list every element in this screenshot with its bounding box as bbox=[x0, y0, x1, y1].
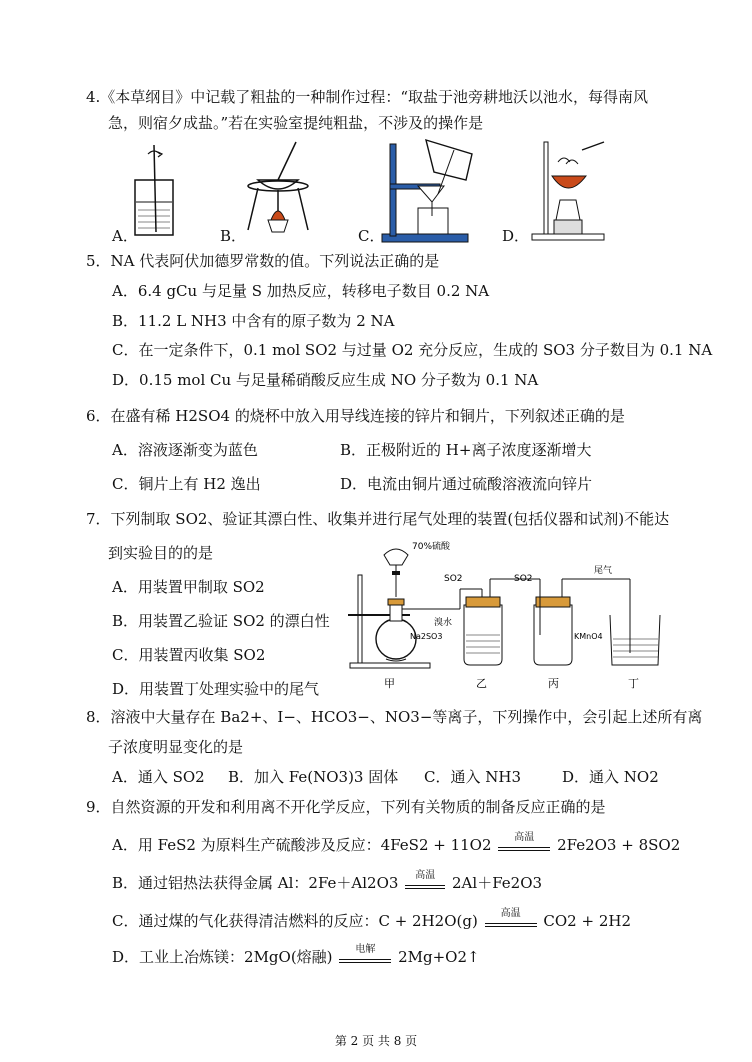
q7-tail-label: 尾气 bbox=[594, 566, 613, 576]
q7-option-c: C．用装置丙收集 SO2 bbox=[112, 646, 266, 664]
q4-figure-d-distillation bbox=[530, 140, 610, 242]
q9-option-a-prefix: A．用 FeS2 为原料生产硫酸涉及反应：4FeS2 + 11O2 bbox=[112, 836, 492, 854]
q7-na2so3-label: Na2SO3 bbox=[410, 632, 443, 641]
q7-bromine-label: 溴水 bbox=[434, 618, 453, 628]
q9-option-b-condition: 高温 bbox=[415, 870, 436, 881]
q9-option-d-condition: 电解 bbox=[355, 944, 376, 955]
q4-label-b: B． bbox=[220, 227, 247, 245]
q9-option-a bbox=[112, 832, 681, 856]
q7-option-d: D．用装置丁处理实验中的尾气 bbox=[112, 680, 320, 698]
q7-device-ding: 丁 bbox=[628, 677, 639, 690]
q9-option-a-condition: 高温 bbox=[514, 832, 535, 843]
q7-apparatus-figure bbox=[340, 535, 680, 695]
q9-option-c-suffix: CO2 + 2H2 bbox=[543, 912, 631, 930]
q4-stem-line1: 4.《本草纲目》中记载了粗盐的一种制作过程：“取盐于池旁耕地沃以池水，每得南风 bbox=[86, 88, 648, 106]
q4-stem-line2: 急，则宿夕成盐。”若在实验室提纯粗盐，不涉及的操作是 bbox=[108, 114, 484, 132]
q6-option-b: B．正极附近的 H+离子浓度逐渐增大 bbox=[340, 441, 592, 459]
q6-option-d: D．电流由铜片通过硫酸溶液流向锌片 bbox=[340, 475, 593, 493]
q7-so2-label-1: SO2 bbox=[444, 574, 463, 584]
q8-option-d: D．通入 NO2 bbox=[562, 768, 659, 786]
q7-device-jia: 甲 bbox=[384, 677, 395, 690]
q9-option-b-suffix: 2Al＋Fe2O3 bbox=[452, 874, 543, 892]
q9-option-a-arrow bbox=[496, 832, 552, 856]
q9-option-d-prefix: D．工业上冶炼镁：2MgO(熔融) bbox=[112, 948, 333, 966]
q9-option-d-suffix: 2Mg+O2↑ bbox=[398, 948, 480, 966]
q9-option-d bbox=[112, 944, 480, 968]
q9-option-c-prefix: C．通过煤的气化获得清洁燃料的反应：C + 2H2O(g) bbox=[112, 912, 478, 930]
q7-option-a: A．用装置甲制取 SO2 bbox=[112, 578, 265, 596]
q9-option-c-arrow bbox=[483, 908, 539, 932]
q7-so2-label-2: SO2 bbox=[514, 574, 533, 584]
q5-option-b: B．11.2 L NH3 中含有的原子数为 2 NA bbox=[112, 312, 395, 330]
q4-figure-b-evaporation bbox=[238, 140, 318, 240]
q8-option-a: A．通入 SO2 bbox=[112, 768, 205, 786]
q9-stem: 9．自然资源的开发和利用离不开化学反应，下列有关物质的制备反应正确的是 bbox=[86, 798, 606, 816]
q5-stem: 5．NA 代表阿伏加德罗常数的值。下列说法正确的是 bbox=[86, 252, 440, 270]
q5-option-c: C．在一定条件下，0.1 mol SO2 与过量 O2 充分反应，生成的 SO3 分子数目为 0.1 NA bbox=[112, 341, 713, 359]
q4-figure-a-dissolving bbox=[130, 140, 190, 240]
q7-option-b: B．用装置乙验证 SO2 的漂白性 bbox=[112, 612, 330, 630]
q9-option-c bbox=[112, 908, 631, 932]
q9-option-b-arrow bbox=[403, 870, 447, 894]
q7-kmno4-label: KMnO4 bbox=[574, 632, 603, 641]
q8-option-b: B．加入 Fe(NO3)3 固体 bbox=[228, 768, 399, 786]
q7-stem-line1: 7．下列制取 SO2、验证其漂白性、收集并进行尾气处理的装置(包括仪器和试剂)不能达 bbox=[86, 510, 670, 528]
q6-option-c: C．铜片上有 H2 逸出 bbox=[112, 475, 261, 493]
q7-device-bing: 丙 bbox=[548, 677, 559, 690]
q9-option-a-suffix: 2Fe2O3 + 8SO2 bbox=[557, 836, 681, 854]
q7-device-yi: 乙 bbox=[476, 677, 487, 690]
q9-option-b-prefix: B．通过铝热法获得金属 Al：2Fe＋Al2O3 bbox=[112, 874, 399, 892]
q4-label-c: C． bbox=[358, 227, 385, 245]
q9-option-d-arrow bbox=[337, 944, 393, 968]
q5-option-d: D．0.15 mol Cu 与足量稀硝酸反应生成 NO 分子数为 0.1 NA bbox=[112, 371, 539, 389]
q8-stem-line1: 8．溶液中大量存在 Ba2+、I−、HCO3−、NO3−等离子，下列操作中，会引起上述所有离 bbox=[86, 708, 703, 726]
q5-option-a: A．6.4 gCu 与足量 S 加热反应，转移电子数目 0.2 NA bbox=[112, 282, 490, 300]
q7-stem-line2: 到实验目的的是 bbox=[108, 544, 214, 562]
q6-option-a: A．溶液逐渐变为蓝色 bbox=[112, 441, 258, 459]
q9-option-c-condition: 高温 bbox=[500, 908, 521, 919]
q4-label-d: D． bbox=[502, 227, 530, 245]
q8-option-c: C．通入 NH3 bbox=[424, 768, 521, 786]
q7-acid-label: 70%硫酸 bbox=[412, 542, 451, 552]
q8-stem-line2: 子浓度明显变化的是 bbox=[108, 738, 244, 756]
q6-stem: 6．在盛有稀 H2SO4 的烧杯中放入用导线连接的锌片和铜片，下列叙述正确的是 bbox=[86, 407, 625, 425]
page-footer: 第 2 页 共 8 页 bbox=[334, 1034, 418, 1048]
q4-figure-c-filtration bbox=[380, 136, 480, 244]
q4-label-a: A． bbox=[112, 227, 138, 245]
q9-option-b bbox=[112, 870, 543, 894]
